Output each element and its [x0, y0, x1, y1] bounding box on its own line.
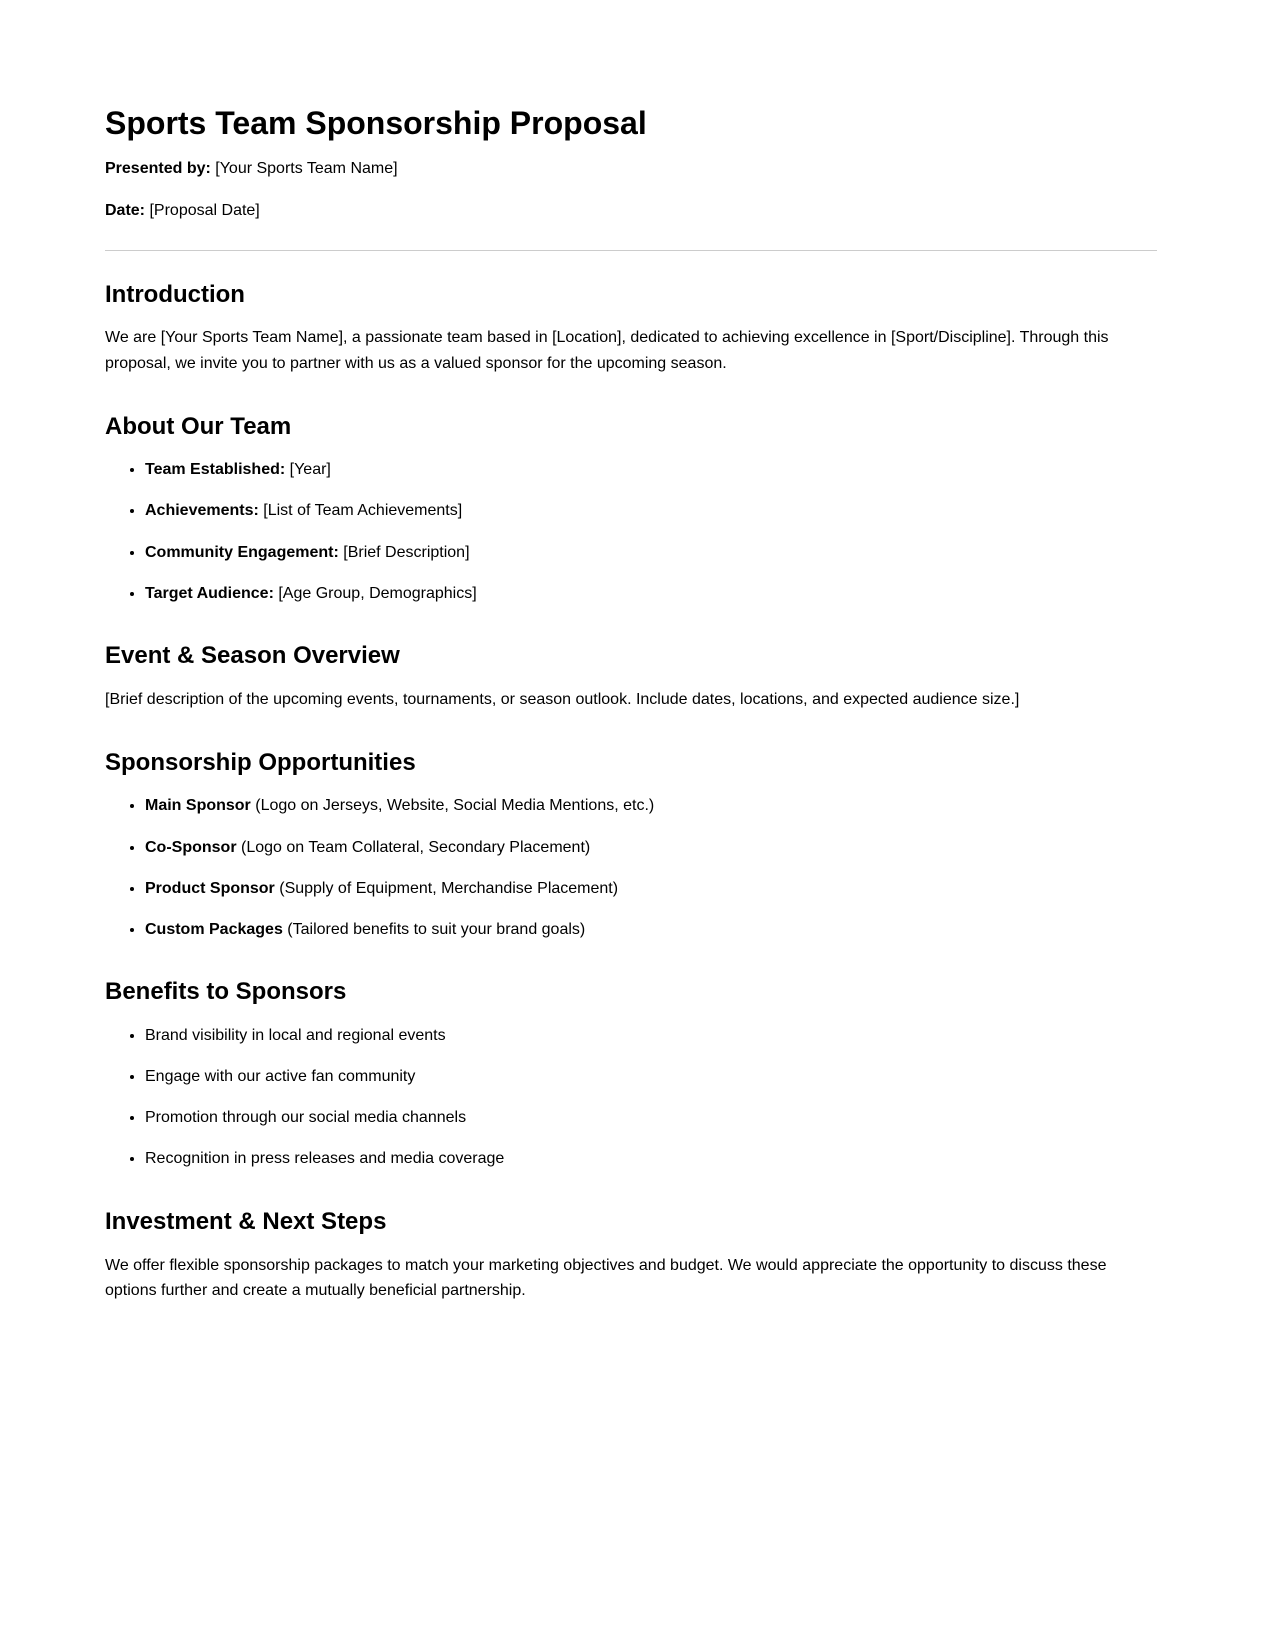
- item-value: [Year]: [289, 461, 331, 479]
- item-label: Achievements:: [145, 502, 259, 520]
- item-value: [List of Team Achievements]: [263, 502, 463, 520]
- document: [105, 104, 1157, 1301]
- list-item: • Recognition in press releases and media coverage: [145, 1146, 1157, 1172]
- benefits-list: [105, 1023, 1157, 1172]
- section-heading: Benefits to Sponsors: [105, 978, 347, 1006]
- date-line: [105, 198, 1157, 224]
- divider: [105, 250, 1157, 251]
- item-value: (Logo on Team Collateral, Secondary Placement): [241, 838, 591, 856]
- list-item: [145, 835, 1157, 861]
- section-heading: Investment & Next Steps: [105, 1207, 387, 1235]
- item-label: Target Audience:: [145, 584, 274, 602]
- document-meta: [105, 156, 1157, 223]
- page-title: Sports Team Sponsorship Proposal: [105, 105, 647, 141]
- section-about-our-team: [105, 413, 1157, 607]
- presented-by-line: [105, 156, 1157, 182]
- item-value: [Age Group, Demographics]: [278, 584, 477, 602]
- list-item: [145, 581, 1157, 607]
- section-heading: Sponsorship Opportunities: [105, 748, 416, 776]
- list-item: [145, 457, 1157, 483]
- introduction-text: We are [Your Sports Team Name], a passionate team based in [Location], dedicated to achieving excellence in [Sport/Discipline]. Through this proposal, we invite you to partner with us as a valued sponsor for the upcoming season.: [105, 329, 1109, 372]
- item-label: Product Sponsor: [145, 879, 275, 897]
- presented-by-label: Presented by:: [105, 160, 211, 178]
- item-label: Custom Packages: [145, 920, 283, 938]
- date-label: Date:: [105, 201, 146, 219]
- opportunities-list: [105, 793, 1157, 942]
- item-value: (Tailored benefits to suit your brand goals): [287, 920, 586, 938]
- list-item: [145, 540, 1157, 566]
- overview-text: [Brief description of the upcoming events, tournaments, or season outlook. Include dates, locations, and expected audience size.]: [105, 691, 1020, 709]
- item-label: Main Sponsor: [145, 797, 251, 815]
- item-label: Community Engagement:: [145, 543, 339, 561]
- list-item: [145, 793, 1157, 819]
- presented-by-value: [Your Sports Team Name]: [215, 160, 398, 178]
- investment-text: We offer flexible sponsorship packages to match your marketing objectives and budget. We would appreciate the opportunity to discuss these options further and create a mutually beneficial partnership.: [105, 1256, 1107, 1300]
- item-value: [Brief Description]: [343, 543, 470, 561]
- section-heading: About Our Team: [105, 412, 292, 440]
- list-item: • Engage with our active fan community: [145, 1064, 1157, 1090]
- section-heading: Event & Season Overview: [105, 642, 400, 670]
- list-item: [145, 876, 1157, 902]
- item-value: (Supply of Equipment, Merchandise Placement): [279, 879, 619, 897]
- section-sponsorship-opportunities: [105, 749, 1157, 943]
- section-event-season-overview: [105, 642, 1157, 712]
- date-value: [Proposal Date]: [149, 201, 260, 219]
- item-value: (Logo on Jerseys, Website, Social Media Mentions, etc.): [255, 797, 655, 815]
- list-item: • Promotion through our social media channels: [145, 1105, 1157, 1131]
- about-list: [105, 457, 1157, 606]
- section-heading: Introduction: [105, 280, 245, 308]
- item-label: Co-Sponsor: [145, 838, 237, 856]
- list-item: [145, 498, 1157, 524]
- item-label: Team Established:: [145, 461, 286, 479]
- section-investment-next-steps: [105, 1208, 1157, 1301]
- list-item: [145, 917, 1157, 943]
- list-item: • Brand visibility in local and regional events: [145, 1023, 1157, 1049]
- section-benefits-to-sponsors: [105, 978, 1157, 1172]
- section-introduction: [105, 281, 1157, 377]
